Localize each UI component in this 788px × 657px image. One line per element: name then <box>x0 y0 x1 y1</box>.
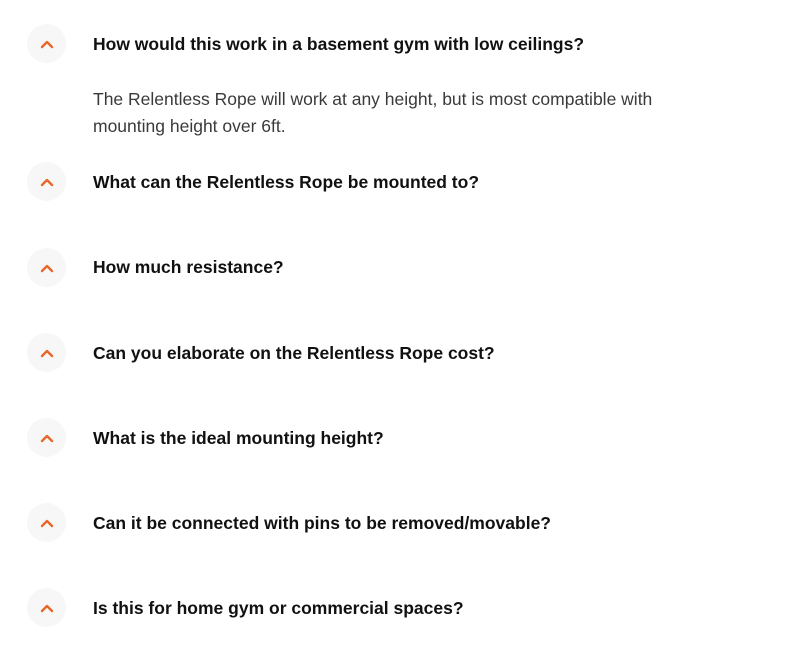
chevron-up-icon <box>40 177 54 187</box>
faq-question[interactable]: What is the ideal mounting height? <box>93 428 384 448</box>
chevron-up-icon <box>40 39 54 49</box>
chevron-up-icon <box>40 348 54 358</box>
chevron-up-icon <box>40 263 54 273</box>
faq-toggle-button[interactable] <box>27 162 66 201</box>
faq-toggle-button[interactable] <box>27 418 66 457</box>
faq-toggle-button[interactable] <box>27 248 66 287</box>
faq-question[interactable]: Can it be connected with pins to be removed/movable? <box>93 513 551 533</box>
faq-toggle-button[interactable] <box>27 503 66 542</box>
faq-toggle-button[interactable] <box>27 588 66 627</box>
faq-toggle-button[interactable] <box>27 333 66 372</box>
faq-question[interactable]: Is this for home gym or commercial spaces? <box>93 598 464 618</box>
faq-question[interactable]: Can you elaborate on the Relentless Rope cost? <box>93 343 495 363</box>
faq-toggle-button[interactable] <box>27 24 66 63</box>
chevron-up-icon <box>40 518 54 528</box>
chevron-up-icon <box>40 603 54 613</box>
chevron-up-icon <box>40 433 54 443</box>
faq-question[interactable]: How would this work in a basement gym with low ceilings? <box>93 34 585 54</box>
faq-answer: The Relentless Rope will work at any height, but is most compatible with mounting height over 6ft. <box>93 89 653 136</box>
faq-question[interactable]: What can the Relentless Rope be mounted to? <box>93 172 480 192</box>
faq-question[interactable]: How much resistance? <box>93 257 284 277</box>
